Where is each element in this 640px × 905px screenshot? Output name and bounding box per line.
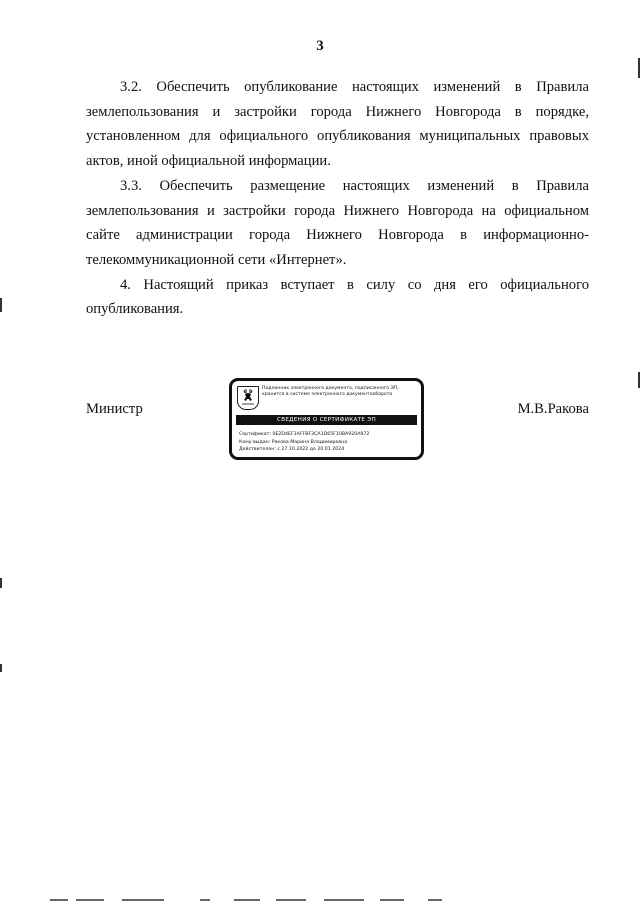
scan-dash: [50, 899, 68, 901]
validity-value: с 27.10.2022 до 20.01.2024: [277, 447, 345, 453]
scan-dash: [234, 899, 260, 901]
scan-dash: [200, 899, 210, 901]
signer-position: Министр: [86, 401, 143, 417]
signature-block: [0, 378, 640, 468]
scan-dash: [122, 899, 164, 901]
bottom-scan-artifact: [50, 899, 470, 902]
scan-mark-left: [0, 664, 2, 672]
signer-name: М.В.Ракова: [517, 401, 589, 417]
page-number: 3: [316, 38, 324, 54]
certificate-details: [239, 431, 417, 454]
scan-dash: [428, 899, 442, 901]
scan-dash: [76, 899, 104, 901]
paragraph-3-2: 3.2. Обеспечить опубликование настоящих изменений в Правила землепользования и застройки города Нижнего Новгорода в порядке, установленном для официального опубликования муниципальных правовых актов, иной официальной информации.: [86, 79, 589, 170]
electronic-signature-stamp: [229, 378, 424, 460]
stamp-note: [262, 386, 420, 398]
deer-coat-of-arms-icon: [237, 386, 259, 410]
certificate-row: [239, 431, 417, 439]
stamp-note-line-1: Подлинник электронного документа, подписанного ЭП,: [262, 386, 399, 391]
owner-row: [239, 439, 417, 447]
stamp-note-line-2: хранится в системе электронного документооборота: [262, 392, 393, 398]
scan-dash: [324, 899, 364, 901]
scan-dash: [380, 899, 404, 901]
owner-value: Ракова Марина Владимировна: [271, 439, 348, 445]
scan-mark-left: [0, 578, 2, 588]
certificate-value: 0E2D4EF1AFFBF3CA1D65F10BA920A972: [272, 432, 370, 437]
scan-dash: [276, 899, 306, 901]
validity-label: Действителен:: [239, 447, 276, 453]
validity-row: [239, 446, 417, 454]
document-body: [86, 75, 589, 322]
paragraph-3-3: 3.3. Обеспечить размещение настоящих изменений в Правила землепользования и застройки города Нижнего Новгорода на официальном сайте администрации города Нижнего Новгорода в информационно-телекоммуникационной сети «Интернет».: [86, 177, 589, 268]
stamp-banner: СВЕДЕНИЯ О СЕРТИФИКАТЕ ЭП: [236, 415, 417, 425]
paragraph-4: 4. Настоящий приказ вступает в силу со дня его официального опубликования.: [86, 276, 589, 318]
certificate-label: Сертификат:: [239, 432, 271, 437]
scan-mark-left: [0, 298, 2, 312]
owner-label: Кому выдан:: [239, 439, 271, 445]
